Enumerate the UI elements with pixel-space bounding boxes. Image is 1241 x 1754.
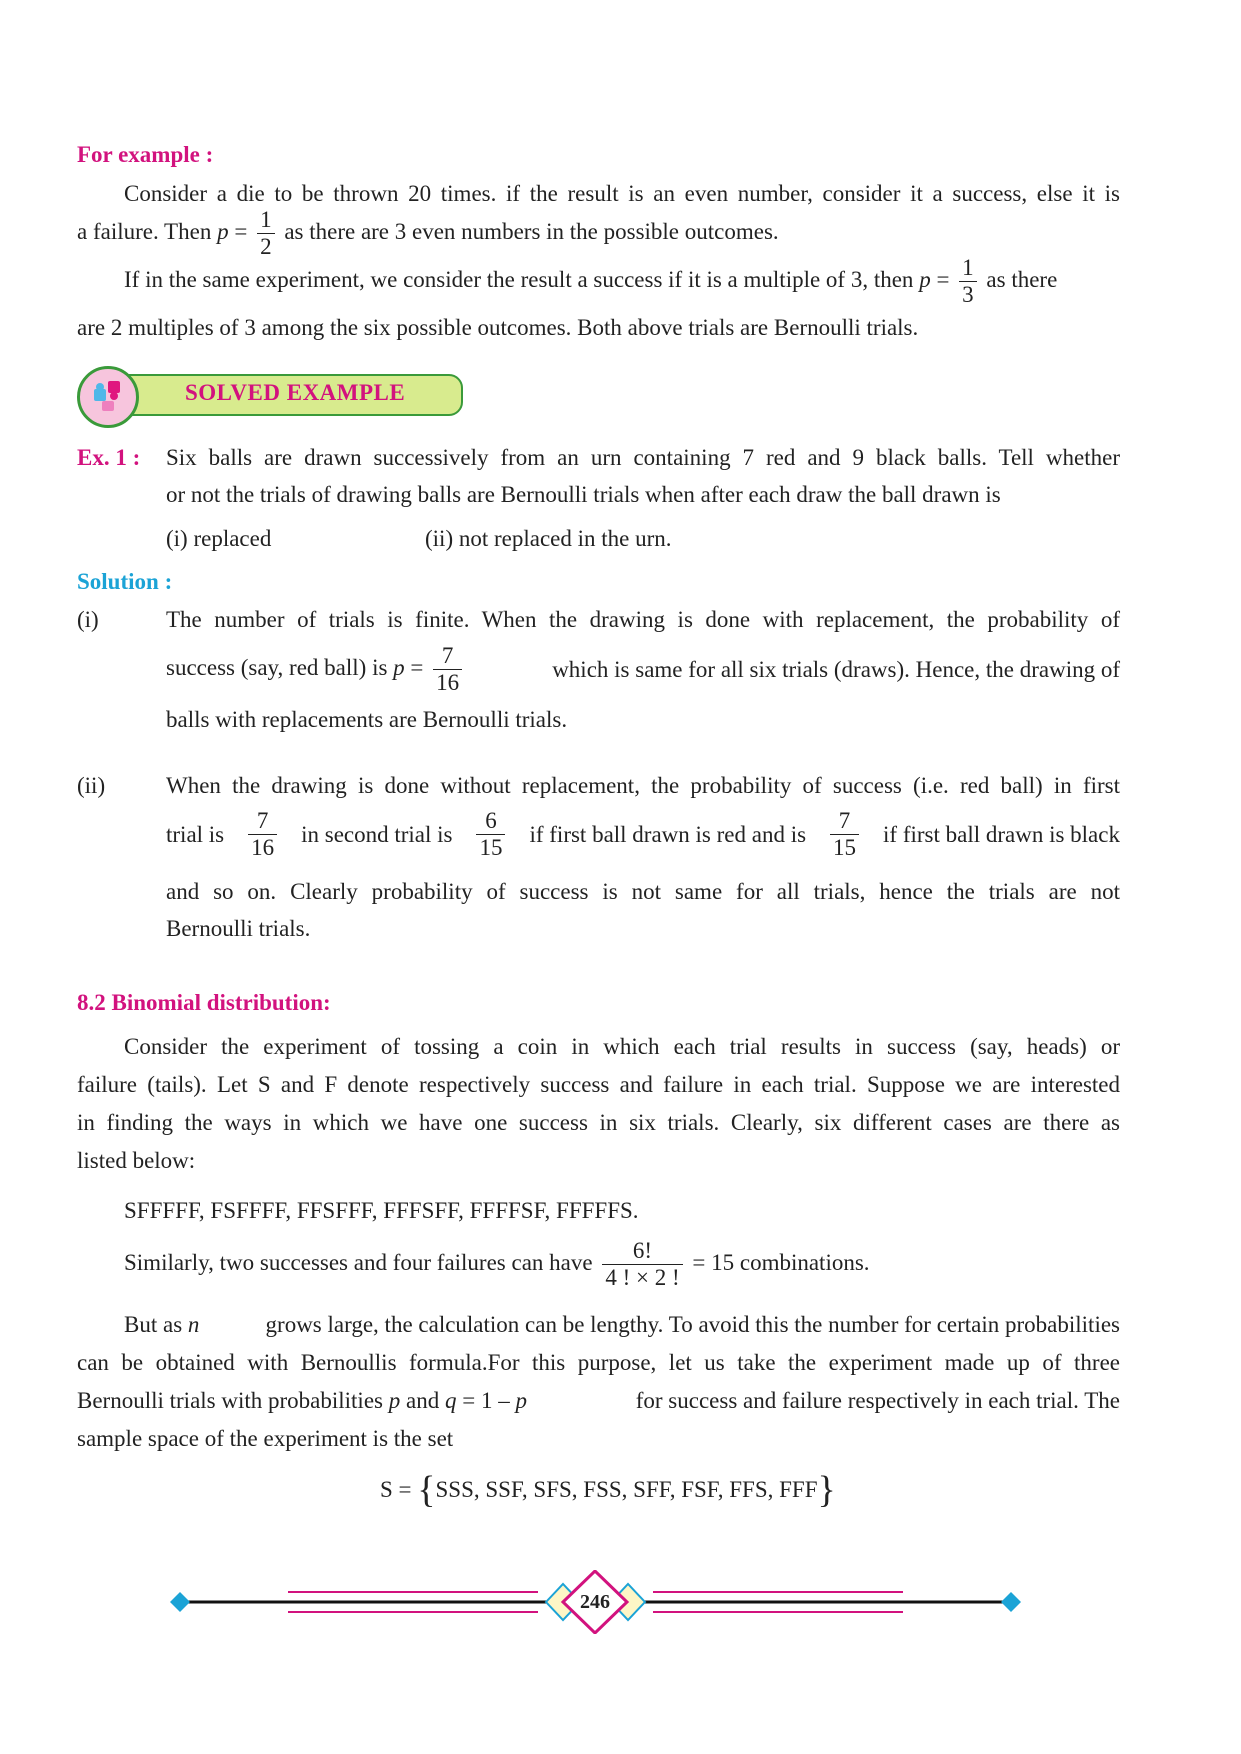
binomial-p2-line-1: But as n grows large, the calculation can be lengthy. To avoid this the number for certain probabilities bbox=[124, 1312, 1120, 1337]
puzzle-icon bbox=[77, 366, 139, 428]
solution-i-label: (i) bbox=[77, 607, 99, 632]
fraction-7-16: $\frac{7}{16}$ bbox=[433, 643, 462, 696]
example-line-2: a failure. Then p = $\frac{1}{2}$ as there are 3 even numbers in the possible outcomes. bbox=[77, 207, 779, 259]
binomial-p1-line-4: listed below: bbox=[77, 1148, 196, 1173]
solution-ii-line-1: When the drawing is done without replacement, the probability of success (i.e. red ball) in first bbox=[166, 773, 1120, 798]
page-footer bbox=[168, 1570, 1023, 1634]
fraction-7-15: $\frac{7}{15}$ bbox=[830, 808, 859, 861]
solved-example-badge bbox=[77, 372, 465, 416]
sample-space-set: S = {SSS, SSF, SFS, FSS, SFF, FSF, FFS, FFF} bbox=[380, 1469, 836, 1511]
example-line-1: Consider a die to be thrown 20 times. if the result is an even number, consider it a success, else it is bbox=[124, 181, 1120, 206]
section-heading: 8.2 Binomial distribution: bbox=[77, 990, 331, 1015]
binomial-p2-line-4: sample space of the experiment is the set bbox=[77, 1426, 454, 1451]
binomial-p1-line-1: Consider the experiment of tossing a coin in which each trial results in success (say, heads) or bbox=[124, 1034, 1120, 1059]
fraction-6-15: $\frac{6}{15}$ bbox=[476, 808, 505, 861]
binomial-combinations: Similarly, two successes and four failures can have $\frac{6!}{4 ! \times 2 !}$ = 15 combinations. bbox=[124, 1238, 870, 1290]
ex1-line-2: or not the trials of drawing balls are Bernoulli trials when after each draw the ball drawn is bbox=[166, 482, 1001, 507]
solution-ii-label: (ii) bbox=[77, 773, 106, 798]
solution-label: Solution : bbox=[77, 569, 173, 594]
ex1-label: Ex. 1 : bbox=[77, 445, 141, 470]
ex1-option-i: (i) replaced bbox=[166, 526, 272, 551]
example-heading: For example : bbox=[77, 142, 214, 167]
fraction-one-third: $\frac{1}{3}$ bbox=[959, 255, 977, 308]
binomial-p1-line-2: failure (tails). Let S and F denote respectively success and failure in each trial. Suppose we are interested bbox=[77, 1072, 1120, 1097]
badge-label: SOLVED EXAMPLE bbox=[185, 380, 406, 405]
binomial-p2-line-2: can be obtained with Bernoullis formula.For this purpose, let us take the experiment made up of three bbox=[77, 1350, 1120, 1375]
binomial-p2-line-3: Bernoulli trials with probabilities p and q = 1 – p for success and failure respectively in each trial. The bbox=[77, 1388, 1120, 1413]
solution-ii-line-2: trial is $\frac{7}{16}$ in second trial is $\frac{6}{15}$ if first ball drawn is red and is $\frac{7}{15}$ if first ball drawn is black bbox=[166, 808, 1120, 860]
solution-i-line-2: success (say, red ball) is p = $\frac{7}{16}$ which is same for all six trials (draws). Hence, the drawing of bbox=[166, 643, 1120, 695]
ex1-line-1: Six balls are drawn successively from an urn containing 7 red and 9 black balls. Tell whether bbox=[166, 445, 1120, 470]
solution-i-line-1: The number of trials is finite. When the drawing is done with replacement, the probability of bbox=[166, 607, 1120, 632]
page-number: 246 bbox=[580, 1591, 610, 1613]
fraction-7-16: $\frac{7}{16}$ bbox=[248, 808, 277, 861]
fraction-combinations: $\frac{6!}{4 ! \times 2 !}$ bbox=[602, 1238, 682, 1291]
ex1-option-ii: (ii) not replaced in the urn. bbox=[425, 526, 672, 551]
solution-i-line-3: balls with replacements are Bernoulli trials. bbox=[166, 707, 568, 732]
solution-ii-line-3: and so on. Clearly probability of success is not same for all trials, hence the trials are not bbox=[166, 879, 1120, 904]
binomial-p1-line-3: in finding the ways in which we have one success in six trials. Clearly, six different cases are there as bbox=[77, 1110, 1120, 1135]
solution-ii-line-4: Bernoulli trials. bbox=[166, 916, 311, 941]
example-line-3: If in the same experiment, we consider the result a success if it is a multiple of 3, then p = $\frac{1}{3}$ as there bbox=[124, 255, 1058, 307]
example-line-4: are 2 multiples of 3 among the six possible outcomes. Both above trials are Bernoulli trials. bbox=[77, 315, 919, 340]
binomial-cases: SFFFFF, FSFFFF, FFSFFF, FFFSFF, FFFFSF, FFFFFS. bbox=[124, 1198, 639, 1223]
fraction-one-half: $\frac{1}{2}$ bbox=[257, 207, 275, 260]
